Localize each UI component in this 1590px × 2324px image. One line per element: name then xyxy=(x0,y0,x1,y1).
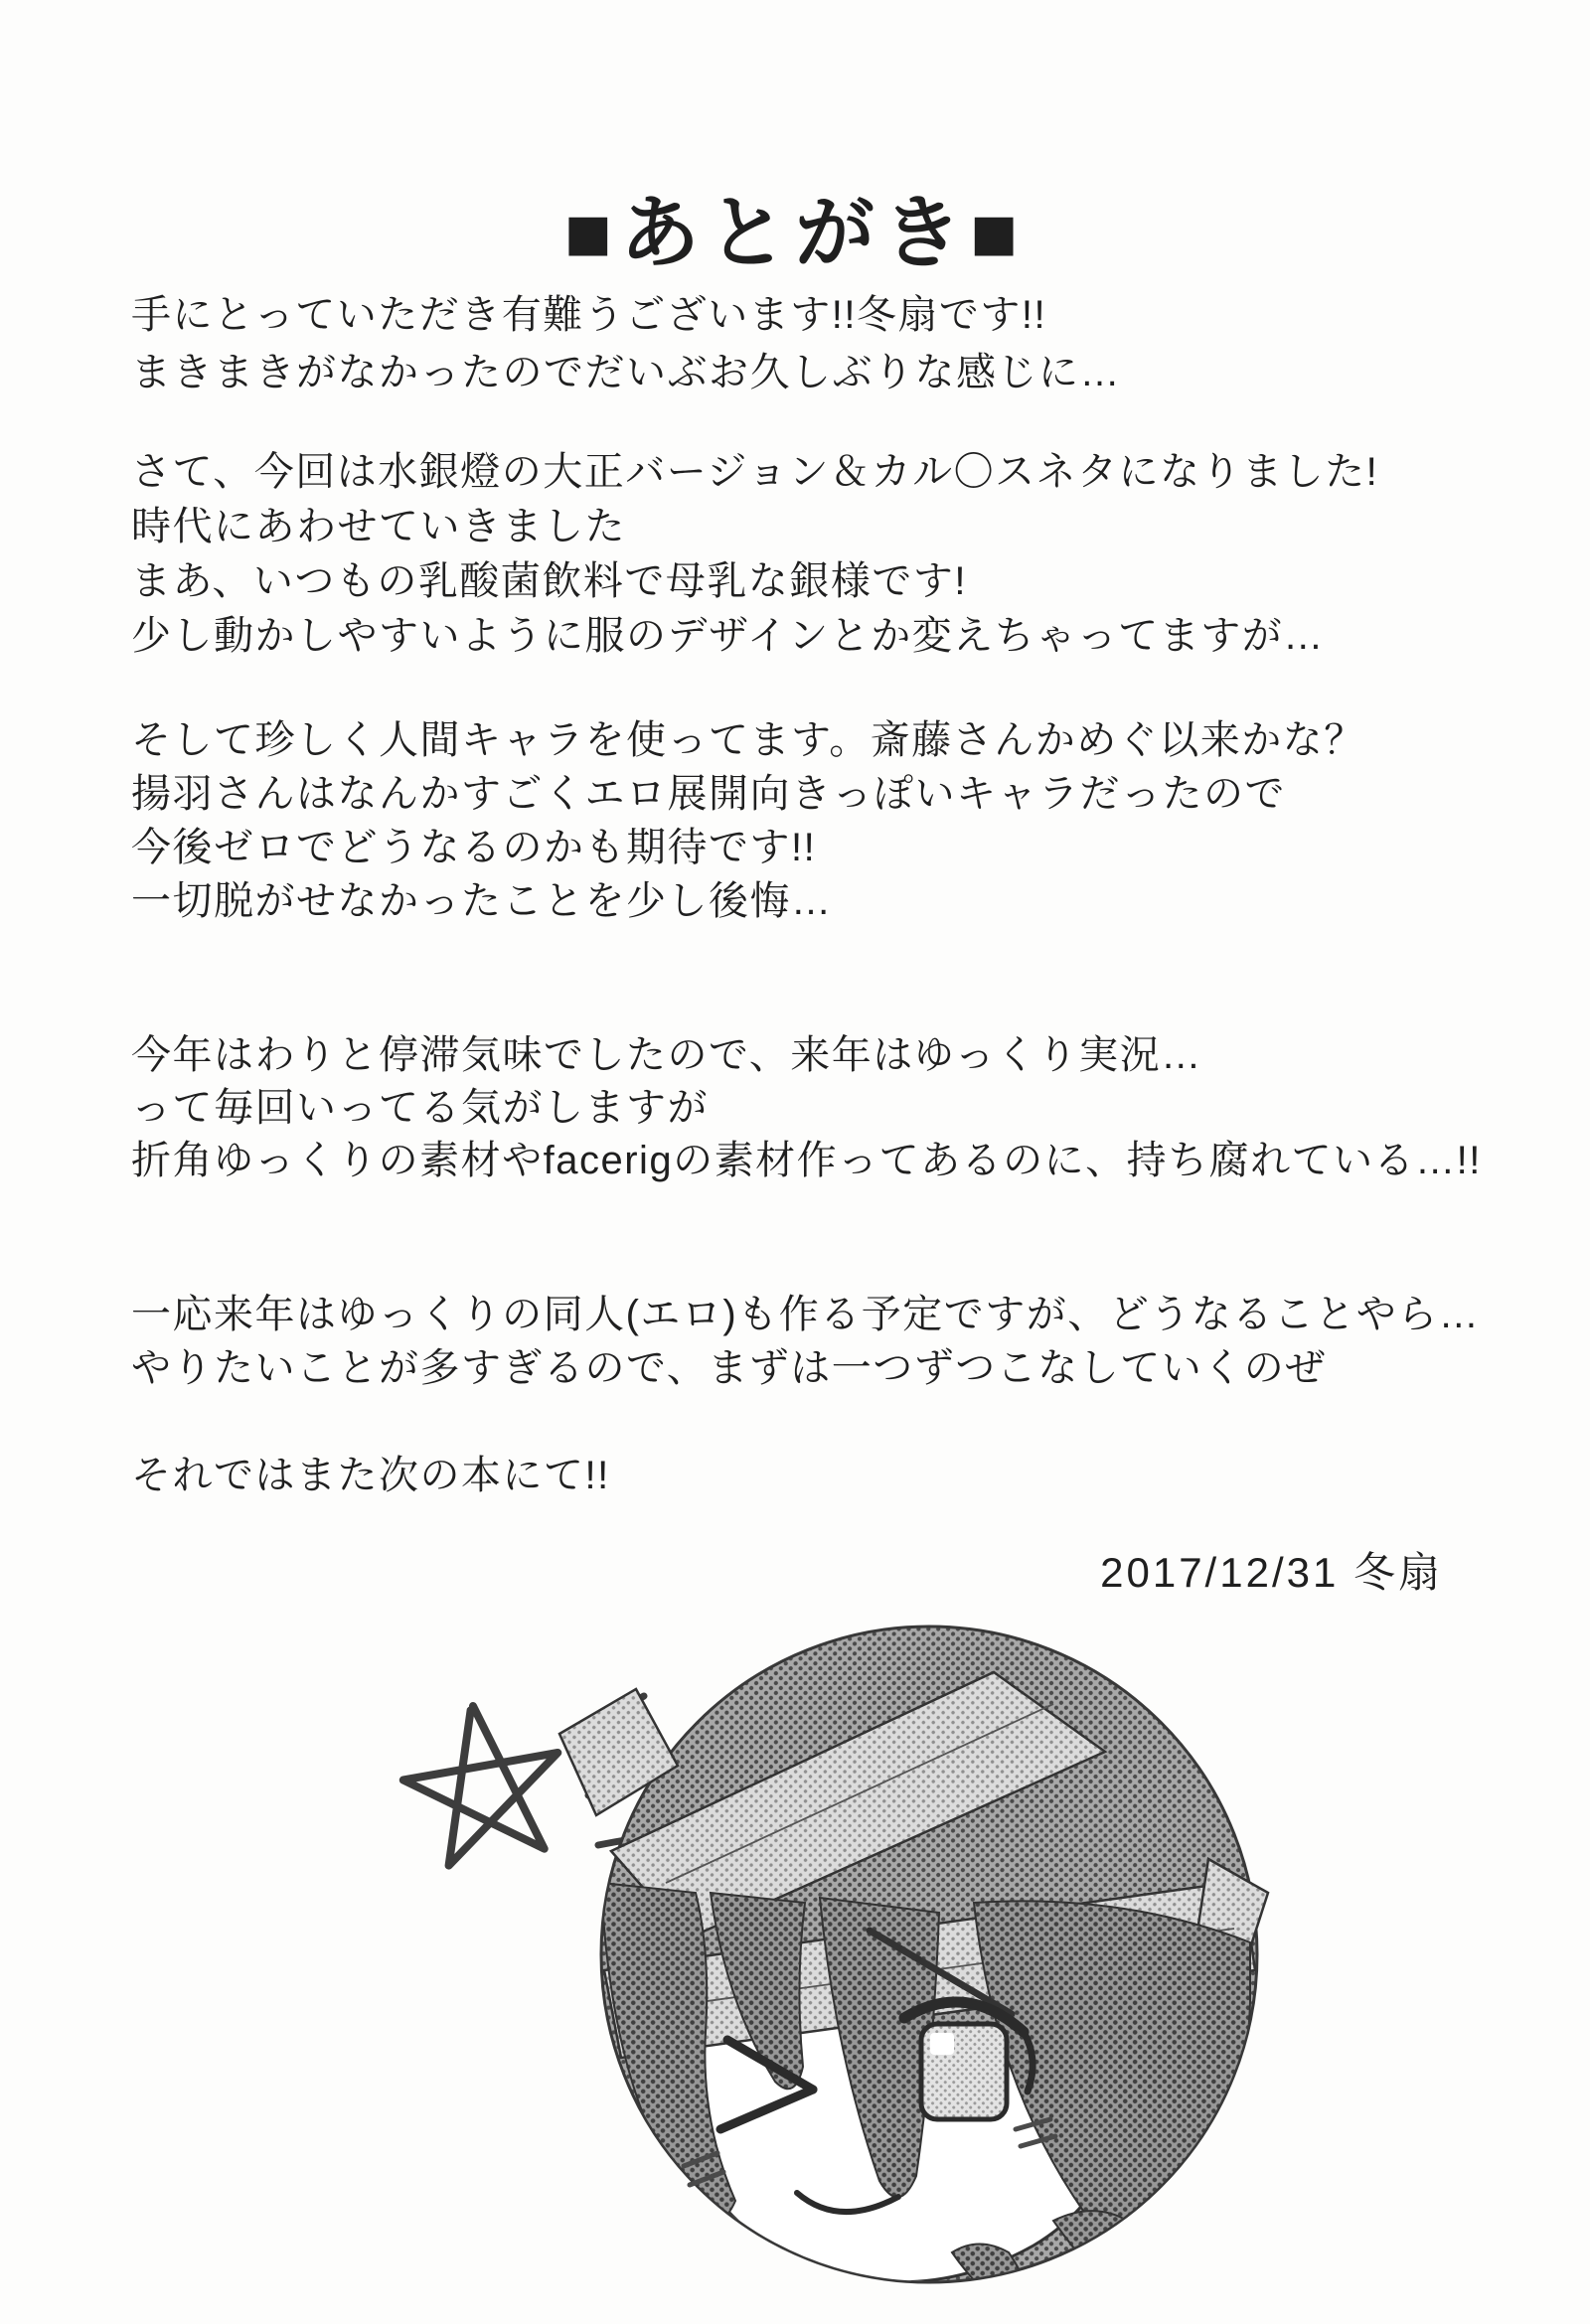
chibi-head xyxy=(559,1627,1268,2322)
text-line: さて、今回は水銀燈の大正バージョン＆カル〇スネタになりました! xyxy=(131,450,1379,494)
text-line: 揚羽さんはなんかすごくエロ展開向きっぽいキャラだったので xyxy=(131,772,1286,816)
text-line: そして珍しく人間キャラを使ってます。斎藤さんかめぐ以来かな？ xyxy=(131,718,1365,762)
text-line: まあ、いつもの乳酸菌飲料で母乳な銀様です! xyxy=(131,559,968,603)
text-line: 手にとっていただき有難うございます!!冬扇です!! xyxy=(131,293,1047,337)
text-line: 今年はわりと停滞気味でしたので、来年はゆっくり実況… xyxy=(131,1033,1202,1077)
star-doodle-icon xyxy=(403,1706,558,1866)
text-line: それではまた次の本にて!! xyxy=(131,1454,610,1497)
text-line: 今後ゼロでどうなるのかも期待です!! xyxy=(131,826,817,869)
chibi-character-illustration xyxy=(368,1585,1302,2324)
afterword-paragraph-1 xyxy=(131,286,1121,401)
text-line: 時代にあわせていきました xyxy=(131,505,626,548)
afterword-paragraph-4 xyxy=(131,1029,1482,1187)
text-line: やりたいことが多すぎるので、まずは一つずつこなしていくのぜ xyxy=(131,1346,1327,1390)
text-line: って毎回いってる気がしますが xyxy=(131,1086,709,1130)
signature-date: 2017/12/31 冬扇 xyxy=(1100,1549,1443,1596)
afterword-paragraph-3 xyxy=(131,713,1365,928)
page-title: ■あとがき■ xyxy=(563,188,1027,277)
text-line: 一応来年はゆっくりの同人(エロ)も作る予定ですが、どうなることやら… xyxy=(131,1293,1481,1336)
text-line: 折角ゆっくりの素材やfacerigの素材作ってあるのに、持ち腐れている…!! xyxy=(131,1139,1482,1182)
text-line: まきまきがなかったのでだいぶお久しぶりな感じに… xyxy=(131,351,1121,394)
closing-line xyxy=(131,1449,610,1502)
text-line: 一切脱がせなかったことを少し後悔… xyxy=(131,879,833,923)
afterword-paragraph-2 xyxy=(131,445,1378,664)
afterword-paragraph-5 xyxy=(131,1288,1480,1395)
text-line: 少し動かしやすいように服のデザインとか変えちゃってますが… xyxy=(131,614,1325,658)
